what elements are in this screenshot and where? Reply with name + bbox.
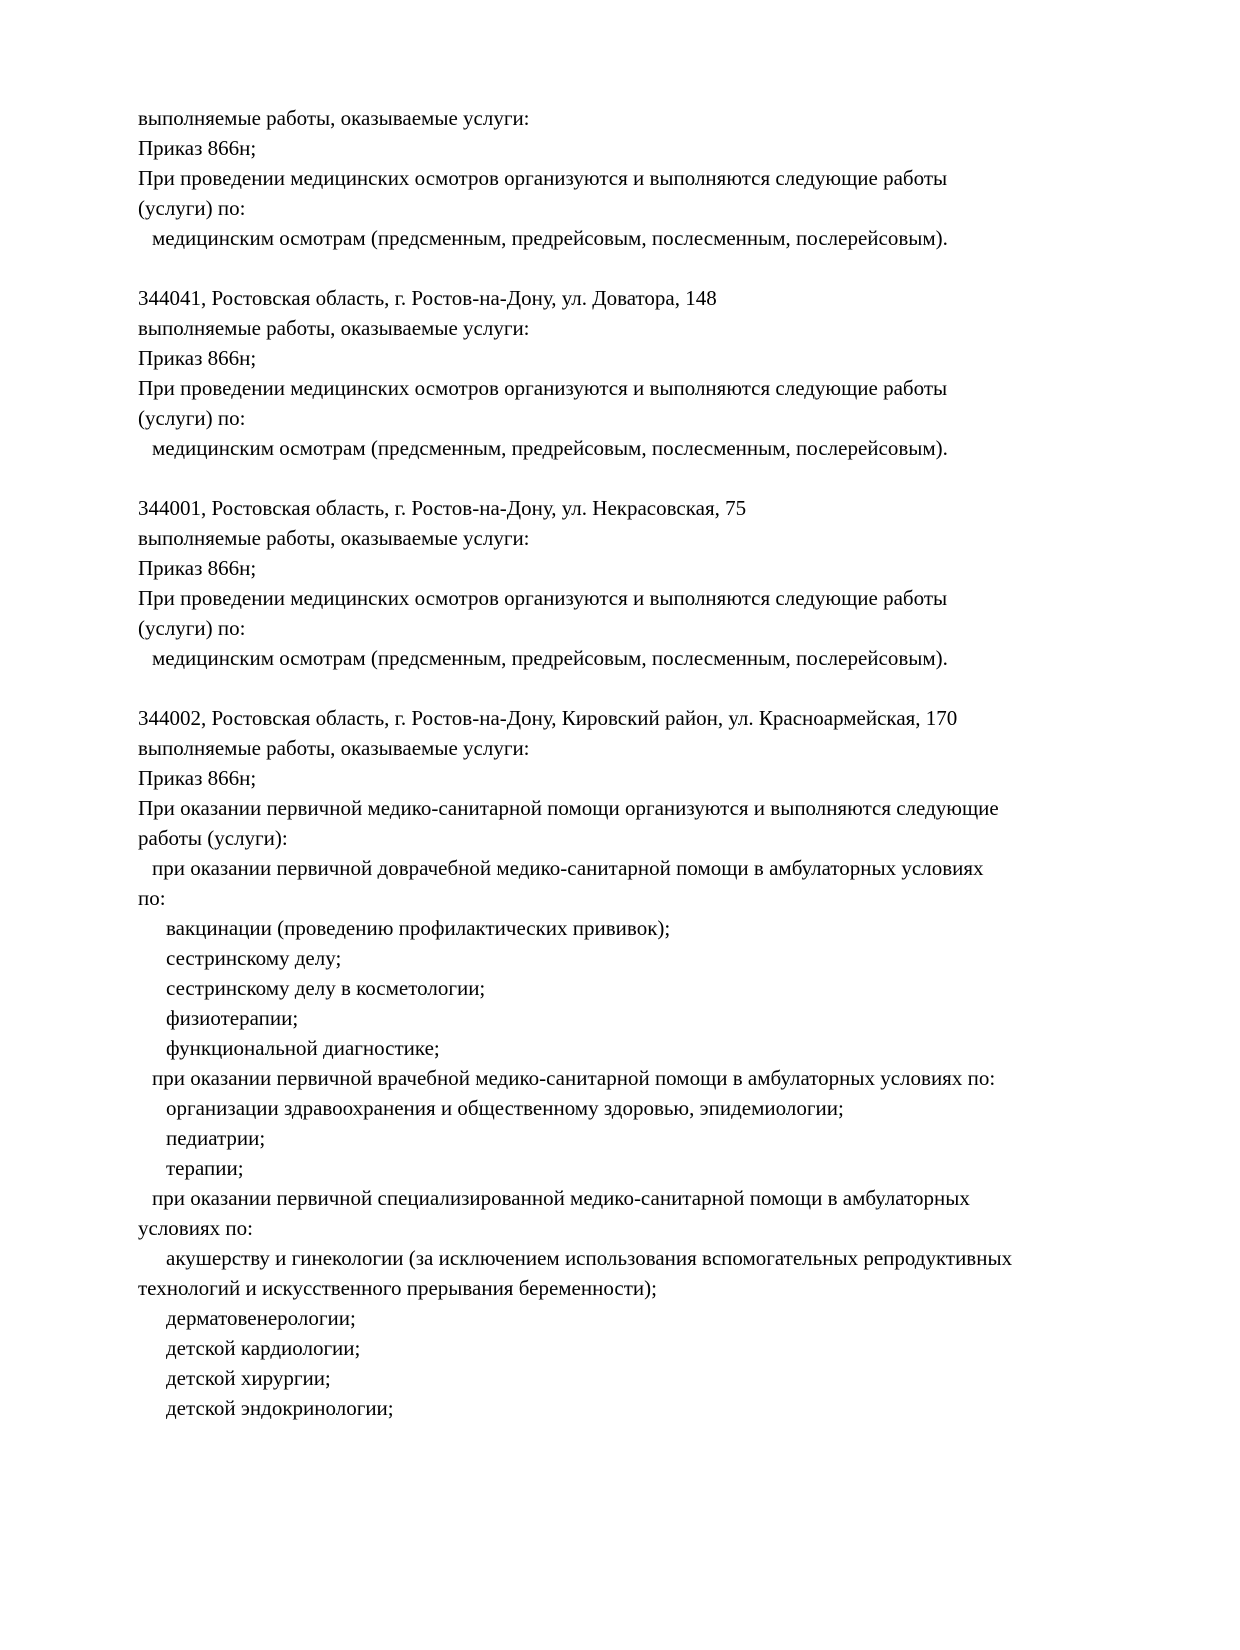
text-line: Приказ 866н;	[138, 766, 257, 790]
text-line: при оказании первичной специализированной медико-санитарной помощи в амбулаторных	[152, 1186, 970, 1210]
address-line: 344001, Ростовская область, г. Ростов-на-Дону, ул. Некрасовская, 75	[138, 496, 747, 520]
text-line: при оказании первичной врачебной медико-санитарной помощи в амбулаторных условиях по:	[152, 1066, 996, 1090]
text-line: (услуги) по:	[138, 406, 246, 430]
text-line: Приказ 866н;	[138, 556, 257, 580]
text-line: физиотерапии;	[166, 1006, 299, 1030]
text-line: выполняемые работы, оказываемые услуги:	[138, 316, 530, 340]
text-line: вакцинации (проведению профилактических прививок);	[166, 916, 671, 940]
text-line: При оказании первичной медико-санитарной помощи организуются и выполняются следующие	[138, 796, 999, 820]
license-address-block	[138, 703, 1180, 1423]
text-line: педиатрии;	[166, 1126, 266, 1150]
text-line: организации здравоохранения и общественному здоровью, эпидемиологии;	[166, 1096, 844, 1120]
text-line: Приказ 866н;	[138, 346, 257, 370]
text-line: функциональной диагностике;	[166, 1036, 440, 1060]
license-address-block	[138, 493, 1180, 673]
text-line: При проведении медицинских осмотров организуются и выполняются следующие работы	[138, 376, 948, 400]
text-line: выполняемые работы, оказываемые услуги:	[138, 526, 530, 550]
text-line: работы (услуги):	[138, 826, 288, 850]
text-line: медицинским осмотрам (предсменным, предрейсовым, послесменным, послерейсовым).	[152, 646, 948, 670]
text-line: терапии;	[166, 1156, 244, 1180]
text-line: дерматовенерологии;	[166, 1306, 356, 1330]
text-line: медицинским осмотрам (предсменным, предрейсовым, послесменным, послерейсовым).	[152, 226, 948, 250]
address-line: 344041, Ростовская область, г. Ростов-на-Дону, ул. Доватора, 148	[138, 286, 717, 310]
text-line: (услуги) по:	[138, 616, 246, 640]
text-line: медицинским осмотрам (предсменным, предрейсовым, послесменным, послерейсовым).	[152, 436, 948, 460]
text-line: выполняемые работы, оказываемые услуги:	[138, 736, 530, 760]
text-line: При проведении медицинских осмотров организуются и выполняются следующие работы	[138, 166, 948, 190]
text-line: сестринскому делу;	[166, 946, 342, 970]
text-line: по:	[138, 886, 166, 910]
license-address-block	[138, 283, 1180, 463]
text-line: технологий и искусственного прерывания беременности);	[138, 1276, 657, 1300]
text-line: детской хирургии;	[166, 1366, 331, 1390]
text-line: при оказании первичной доврачебной медико-санитарной помощи в амбулаторных условиях	[152, 856, 984, 880]
text-line: детской кардиологии;	[166, 1336, 361, 1360]
address-line: 344002, Ростовская область, г. Ростов-на-Дону, Кировский район, ул. Красноармейская, 170	[138, 706, 958, 730]
text-line: Приказ 866н;	[138, 136, 257, 160]
text-line: детской эндокринологии;	[166, 1396, 394, 1420]
text-line: При проведении медицинских осмотров организуются и выполняются следующие работы	[138, 586, 948, 610]
text-line: сестринскому делу в косметологии;	[166, 976, 486, 1000]
text-line: (услуги) по:	[138, 196, 246, 220]
license-address-block	[138, 103, 1180, 253]
text-line: выполняемые работы, оказываемые услуги:	[138, 106, 530, 130]
text-line: акушерству и гинекологии (за исключением использования вспомогательных репродуктивных	[166, 1246, 1013, 1270]
text-line: условиях по:	[138, 1216, 253, 1240]
